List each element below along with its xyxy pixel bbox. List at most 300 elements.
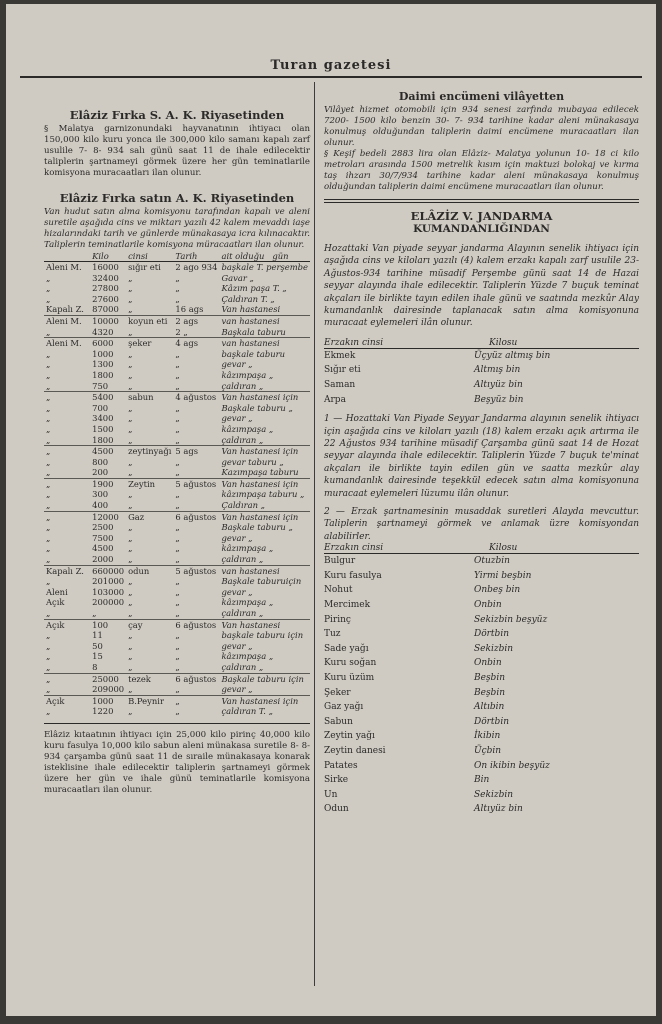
cell-type: „ [46, 359, 51, 370]
masthead-rule [20, 76, 642, 78]
cell-cins: „ [128, 380, 133, 391]
item-quantity: Onbeş bin [474, 585, 521, 596]
cell-kilo: 103000 [92, 586, 125, 597]
table-row [44, 315, 310, 326]
cell-type: „ [46, 608, 51, 618]
list-item [324, 688, 639, 703]
table-row [44, 543, 310, 554]
cell-cins: „ [128, 304, 133, 315]
cell-place: Van hastanesi için [219, 478, 310, 489]
list-item [324, 380, 639, 395]
cell-type: Aleni M. [44, 338, 90, 349]
cell-place: Van hastanesi için [219, 392, 310, 403]
cell-date: „ [175, 597, 180, 608]
table-end-rule [44, 723, 310, 724]
col-kilo-header: Kilo [90, 251, 126, 262]
jandarma-title-1: ELÂZİZ V. JANDARMA [410, 209, 553, 223]
table-row [44, 446, 310, 457]
notice1-body: § Malatya garnizonundaki hayvanatının ihtiyacı olan 150,000 kilo kuru yonca ile 300,000 kilo samanı kapalı zarf usulile 7- 8- 934 salı günü saat 11 de ihale edilecektir taliplerin şartnameyi görmek üzere her gün teminatlarile komisyona muracaatları ilan olunur. [44, 124, 310, 178]
cell-cins: „ [128, 651, 133, 662]
cell-type: „ [46, 423, 51, 434]
table-row [44, 283, 310, 294]
cell-date: „ [175, 434, 180, 445]
cell-kilo: 4500 [92, 543, 114, 554]
cell-cins: „ [128, 293, 133, 304]
item-name: Arpa [324, 394, 346, 405]
left-column [44, 86, 310, 796]
cell-type: „ [46, 500, 51, 511]
item-quantity: İkibin [474, 731, 501, 742]
newspaper-page [6, 4, 656, 1016]
cell-date: 2 „ [175, 326, 188, 337]
table-row [44, 684, 310, 695]
item-quantity: Altıyüz bin [474, 380, 523, 391]
item-name: Sabun [324, 716, 353, 727]
table-row [44, 403, 310, 414]
cell-kilo: 1900 [90, 478, 126, 489]
cell-cins: „ [128, 467, 133, 478]
cell-place: van hastanesi [219, 315, 310, 326]
list-item [324, 804, 639, 819]
cell-place: Van hastanesi için [219, 511, 310, 522]
table-row [44, 630, 310, 641]
item-quantity: Beşbin [474, 673, 505, 684]
notice2-title: Elâziz Fırka satın A. K. Riyasetinden [59, 191, 295, 205]
cell-date: 16 ags [175, 304, 204, 315]
cell-date: „ [175, 489, 180, 500]
col-place-label: ait olduğu [221, 251, 265, 261]
cell-type: „ [46, 661, 51, 672]
cell-kilo: 15 [92, 651, 103, 662]
cell-cins: „ [128, 434, 133, 445]
item-quantity: Sekizbin [474, 643, 514, 654]
list-item [324, 556, 639, 571]
table-row [44, 695, 310, 706]
column-divider [314, 82, 315, 986]
col-day-label: gün [272, 251, 289, 261]
item-quantity: Altıyüz bin [474, 804, 523, 815]
cell-kilo: 750 [92, 380, 109, 391]
cell-date: „ [175, 640, 180, 651]
cell-type: „ [46, 272, 51, 283]
cell-place: Kâzım paşa T. „ [221, 283, 287, 294]
cell-date: „ [173, 695, 219, 706]
cell-place: Başkale taburu „ [221, 522, 293, 533]
cell-type: „ [46, 640, 51, 651]
cell-cins: „ [128, 522, 133, 533]
cell-kilo: 2000 [92, 554, 114, 565]
cell-place: Van hastanesi için [219, 446, 310, 457]
item-name: Sığır eti [324, 365, 361, 376]
cell-place: çaldıran „ [221, 661, 264, 672]
item-name: Kuru üzüm [324, 673, 375, 684]
cell-kilo: 200000 [92, 597, 125, 608]
cell-date: „ [175, 348, 180, 359]
item-name: Bulgur [324, 556, 356, 567]
cell-place: başkale T. perşembe [221, 262, 308, 272]
cell-date: „ [175, 543, 180, 554]
table-row [44, 262, 310, 273]
cell-kilo: 1500 [92, 423, 114, 434]
cell-cins: „ [128, 369, 133, 380]
cell-kilo: 8 [92, 661, 98, 672]
cell-type: „ [44, 478, 90, 489]
table-row [44, 619, 310, 630]
list-item [324, 644, 639, 659]
table-row [44, 587, 310, 598]
daimi-title: Daimi encümeni vilâyetten [398, 90, 565, 103]
cell-kilo: 660000 [92, 565, 125, 576]
cell-cins: şeker [126, 338, 173, 349]
cell-kilo: 201000 [92, 576, 125, 587]
bid-table-header [44, 251, 310, 262]
table-row [44, 457, 310, 468]
section-rule [324, 199, 639, 203]
item-quantity: Sekizbin [474, 789, 514, 800]
cell-place: kâzımpaşa taburu „ [221, 489, 305, 500]
item-name: Şeker [324, 687, 351, 698]
cell-place: gevar „ [221, 532, 253, 543]
cell-kilo: 4500 [90, 446, 126, 457]
table-row [44, 522, 310, 533]
item-name: Un [324, 789, 338, 800]
table-row [44, 565, 310, 576]
cell-cins: „ [128, 489, 133, 500]
item-quantity: Dörtbin [474, 716, 509, 727]
cell-date: 4 ags [173, 338, 219, 349]
cell-cins: sabun [126, 392, 173, 403]
cell-place: kâzımpaşa „ [221, 543, 274, 554]
cell-cins: „ [128, 597, 133, 608]
cell-date: „ [175, 413, 180, 424]
cell-kilo: 1800 [92, 434, 114, 445]
col-date-header: Tarih [173, 251, 219, 262]
erzak-list-1-header [324, 338, 639, 349]
cell-place: Çaldıran T. „ [221, 293, 275, 304]
cell-date: „ [175, 272, 180, 283]
cell-place: çaldıran „ [221, 380, 264, 391]
item-quantity: Beşbin [474, 687, 505, 698]
cell-date: „ [175, 651, 180, 662]
item-quantity: Bin [474, 775, 490, 786]
cell-cins: Gaz [126, 511, 173, 522]
cell-date: 2 ags [173, 315, 219, 326]
cell-cins: „ [128, 456, 133, 467]
list-item [324, 658, 639, 673]
cell-type: Kapalı Z. [46, 304, 84, 315]
cell-cins: zeytinyağı [128, 446, 172, 457]
notice2-body: Van hudut satın alma komisyonu tarafından kapalı ve aleni suretile aşağıda cins ve miktarı yazılı 42 kalem mevaddı iaşe hizalarındaki tarih ve günlerde münakasaya icra kılınacaktır. Taliplerin teminatlarile komisyona müracaatları ilan olunur. [44, 207, 310, 250]
col-type-header [44, 251, 90, 262]
cell-type: „ [46, 413, 51, 424]
cell-place: Başkale taburu için [219, 673, 310, 684]
cell-place: Van hastanesi için [219, 695, 310, 706]
item-quantity: Yirmi beşbin [474, 570, 532, 581]
cell-type: „ [46, 348, 51, 359]
table-row [44, 597, 310, 608]
list2-col-kilosu: Kilosu [489, 543, 518, 554]
cell-cins: „ [128, 706, 133, 717]
list1-col-kilosu: Kilosu [489, 337, 518, 348]
table-row [44, 533, 310, 544]
cell-date: „ [175, 369, 180, 380]
cell-date: „ [175, 576, 180, 587]
item-quantity: Otuzbin [474, 556, 510, 567]
masthead: Turan gazetesi [270, 58, 392, 73]
cell-cins: „ [128, 630, 133, 641]
list-item [324, 351, 639, 366]
table-row [44, 381, 310, 392]
cell-date: „ [175, 532, 180, 543]
cell-type: „ [44, 446, 90, 457]
cell-date: „ [175, 359, 180, 370]
cell-type: Aleni [46, 586, 68, 597]
cell-cins: „ [128, 532, 133, 543]
item-name: Sirke [324, 775, 349, 786]
list-item [324, 775, 639, 790]
table-row [44, 424, 310, 435]
cell-place: çaldıran „ [221, 608, 264, 618]
erzak-list-1 [324, 338, 639, 409]
table-row [44, 294, 310, 305]
cell-date: „ [175, 661, 180, 672]
cell-date: „ [175, 684, 180, 695]
table-row [44, 500, 310, 511]
erzak-list-2 [324, 543, 639, 819]
cell-type: „ [44, 673, 90, 684]
cell-type: „ [46, 543, 51, 554]
cell-kilo: 50 [92, 640, 103, 651]
cell-date: 5 ağustos [173, 565, 219, 576]
erzak-list-2-items [324, 556, 639, 819]
item-name: Sade yağı [324, 643, 369, 654]
cell-kilo: 32400 [92, 272, 119, 283]
cell-kilo: 87000 [92, 304, 119, 315]
table-row [44, 435, 310, 446]
cell-cins: „ [128, 326, 133, 337]
cell-type: Aleni M. [44, 315, 90, 326]
cell-place: çaldıran T. „ [221, 706, 273, 717]
cell-kilo: 25000 [90, 673, 126, 684]
table-row [44, 511, 310, 522]
cell-kilo: 800 [92, 456, 109, 467]
cell-kilo: 10000 [90, 315, 126, 326]
table-row [44, 467, 310, 478]
item-quantity: Altıbin [474, 702, 505, 713]
cell-type: Kapalı Z. [44, 565, 90, 576]
bid-table [44, 251, 310, 717]
jandarma-para2: 1 — Hozattaki Van Piyade Seyyar Jandarma alayının senelik ihtiyacı için aşağıda cins ve kiloları yazılı (18) kalem erzakı açık artırma ile 22 Ağustos 934 tarihine müsadif Çarşamba günü saat 14 de Hozat seyyar alayında ihale edilecektir. Taliplerin Yüzde 7 buçuk te'minat akçaları ile birlikte tayin edilen gün ve saatta mezkûr alay kumandanlık dairesinde teşekkül edecek satın alma komisyonuna muracaat eylemeleri lüzumu ilân olunur. [324, 414, 639, 499]
cell-type: „ [46, 706, 51, 717]
list-item [324, 571, 639, 586]
cell-kilo: 6000 [90, 338, 126, 349]
cell-place: Başkale taburuiçin [221, 576, 302, 587]
table-row [44, 641, 310, 652]
cell-place: çaldıran „ [221, 434, 264, 445]
table-row [44, 673, 310, 684]
cell-place: kâzımpaşa „ [221, 369, 274, 380]
item-name: Kuru fasulya [324, 570, 382, 581]
cell-place: van hastanesi [219, 338, 310, 349]
list-item [324, 790, 639, 805]
cell-type: „ [46, 467, 51, 478]
cell-kilo: 12000 [90, 511, 126, 522]
table-row [44, 359, 310, 370]
cell-type: „ [46, 293, 51, 304]
cell-cins: B.Peynir [126, 695, 173, 706]
cell-kilo: 1000 [90, 695, 126, 706]
cell-date: „ [175, 283, 180, 294]
table-row [44, 304, 310, 315]
cell-type: Açık [46, 597, 65, 608]
cell-date: „ [175, 467, 180, 478]
table-row [44, 327, 310, 338]
list-item [324, 673, 639, 688]
cell-cins: „ [128, 543, 133, 554]
cell-cins: „ [128, 402, 133, 413]
table-row [44, 370, 310, 381]
table-row [44, 478, 310, 489]
cell-date: „ [175, 608, 180, 618]
table-row [44, 349, 310, 360]
item-name: Zeytin yağı [324, 731, 375, 742]
cell-kilo: 200 [92, 467, 109, 478]
list-item [324, 761, 639, 776]
cell-place: başkale taburu için [221, 630, 304, 641]
item-name: Patates [324, 760, 358, 771]
cell-date: „ [175, 293, 180, 304]
cell-type: „ [46, 326, 51, 337]
cell-kilo: 11 [92, 630, 103, 641]
right-column [324, 86, 639, 819]
cell-place: Başkala taburu [221, 326, 286, 337]
cell-cins: Zeytin [126, 478, 173, 489]
cell-kilo: 1220 [92, 706, 114, 717]
cell-place: çaldıran „ [221, 554, 264, 565]
cell-kilo: 7500 [92, 532, 114, 543]
cell-cins: „ [128, 283, 133, 294]
table-row [44, 392, 310, 403]
list-item [324, 600, 639, 615]
cell-kilo: 100 [90, 619, 126, 630]
cell-kilo: 1300 [92, 359, 114, 370]
item-quantity: Altmış bin [474, 365, 521, 376]
table-row [44, 554, 310, 565]
cell-cins: „ [128, 661, 133, 672]
table-row [44, 608, 310, 619]
item-name: Saman [324, 380, 356, 391]
list-item [324, 702, 639, 717]
cell-place: kâzımpaşa „ [221, 651, 274, 662]
item-name: Odun [324, 804, 349, 815]
cell-type: Aleni M. [44, 262, 90, 273]
cell-cins: „ [128, 608, 133, 618]
cell-cins: „ [128, 684, 133, 695]
cell-kilo: 1000 [92, 348, 114, 359]
cell-type: „ [46, 380, 51, 391]
cell-cins: „ [128, 359, 133, 370]
cell-place: kâzımpaşa „ [221, 423, 274, 434]
table-row [44, 273, 310, 284]
cell-kilo: 700 [92, 402, 109, 413]
cell-place: Başkale taburu „ [221, 402, 293, 413]
cell-date: „ [175, 500, 180, 511]
cell-type: Açık [44, 619, 90, 630]
cell-type: „ [46, 532, 51, 543]
cell-kilo: 4320 [92, 326, 114, 337]
item-name: Mercimek [324, 600, 371, 611]
cell-date: „ [175, 402, 180, 413]
cell-kilo: 27600 [92, 293, 119, 304]
daimi-body2: § Keşif bedeli 2883 lira olan Elâziz- Malatya yolunun 10- 18 ci kilo metroları arasında 1500 metrelik kısım için maktuzi bolokaj ve kırma taş ihzarı 30/7/934 tarihine kadar aleni münakasaya konulmuş olduğundan taliplerin daimi encümene muracaatları ilan olunur. [324, 149, 639, 192]
cell-place: Van hastanesi [221, 304, 281, 315]
item-quantity: Onbin [474, 658, 502, 669]
cell-place: gevar „ [221, 640, 253, 651]
item-name: Pirinç [324, 614, 351, 625]
list-item [324, 365, 639, 380]
list2-col-cinsi: Erzakın cinsi [324, 543, 384, 554]
item-quantity: Üçbin [474, 746, 502, 756]
notice3-body: Elâziz kıtaatının ihtiyacı için 25,000 kilo pirinç 40,000 kilo kuru fasulya 10,000 kilo sabun aleni münakasa suretile 8- 8- 934 çarşamba günü saat 11 de sıraile münakasaya konarak isteklisine ihale edilecektir taliplerin şartnameyi görmek üzere her gün ve ihale günü teminatlarile komisyona muracaatları ilan olunur. [44, 729, 310, 795]
cell-kilo: 16000 [90, 262, 126, 273]
cell-cins: „ [128, 586, 133, 597]
cell-type: „ [46, 630, 51, 641]
list-item [324, 395, 639, 410]
cell-date: „ [175, 456, 180, 467]
list-item [324, 717, 639, 732]
cell-date: „ [175, 586, 180, 597]
cell-type: „ [46, 434, 51, 445]
cell-type: „ [46, 402, 51, 413]
cell-type: Açık [44, 695, 90, 706]
item-quantity: Beşyüz bin [474, 394, 524, 405]
cell-place: kâzımpaşa „ [221, 597, 274, 608]
cell-cins: odun [126, 565, 173, 576]
list-item [324, 746, 639, 761]
cell-kilo: 300 [92, 489, 109, 500]
jandarma-para3: 2 — Erzak şartnamesinin musaddak suretleri Alayda mevcuttur. Taliplerin şartnameyi görmek ve anlamak üzre komisyondan alabilirler. [324, 507, 639, 542]
cell-type: „ [44, 511, 90, 522]
list-item [324, 629, 639, 644]
erzak-list-2-header [324, 543, 639, 554]
cell-type: „ [46, 456, 51, 467]
cell-kilo: 3400 [92, 413, 114, 424]
list1-col-cinsi: Erzakın cinsi [324, 337, 384, 348]
item-name: Nohut [324, 585, 353, 596]
cell-kilo: 1800 [92, 369, 114, 380]
cell-place: Gavar „ [221, 272, 254, 283]
cell-type: „ [46, 369, 51, 380]
cell-place: gevar „ [221, 413, 253, 424]
cell-cins: sığır eti [126, 262, 173, 273]
cell-kilo: „ [92, 608, 97, 618]
cell-place: Kazımpaşa taburu [221, 467, 299, 478]
cell-date: „ [175, 706, 180, 717]
item-name: Gaz yağı [324, 702, 364, 713]
item-quantity: Dörtbin [474, 629, 509, 640]
notice1-title: Elâziz Fırka S. A. K. Riyasetinden [69, 108, 285, 122]
cell-date: 5 ags [173, 446, 219, 457]
cell-date: „ [175, 554, 180, 565]
cell-kilo: 209000 [92, 684, 125, 695]
cell-cins: „ [128, 423, 133, 434]
cell-place: gevar „ [221, 359, 253, 370]
cell-kilo: 400 [92, 500, 109, 511]
cell-cins: koyun eti [126, 315, 173, 326]
cell-date: „ [175, 522, 180, 533]
table-row [44, 706, 310, 717]
cell-cins: tezek [126, 673, 173, 684]
